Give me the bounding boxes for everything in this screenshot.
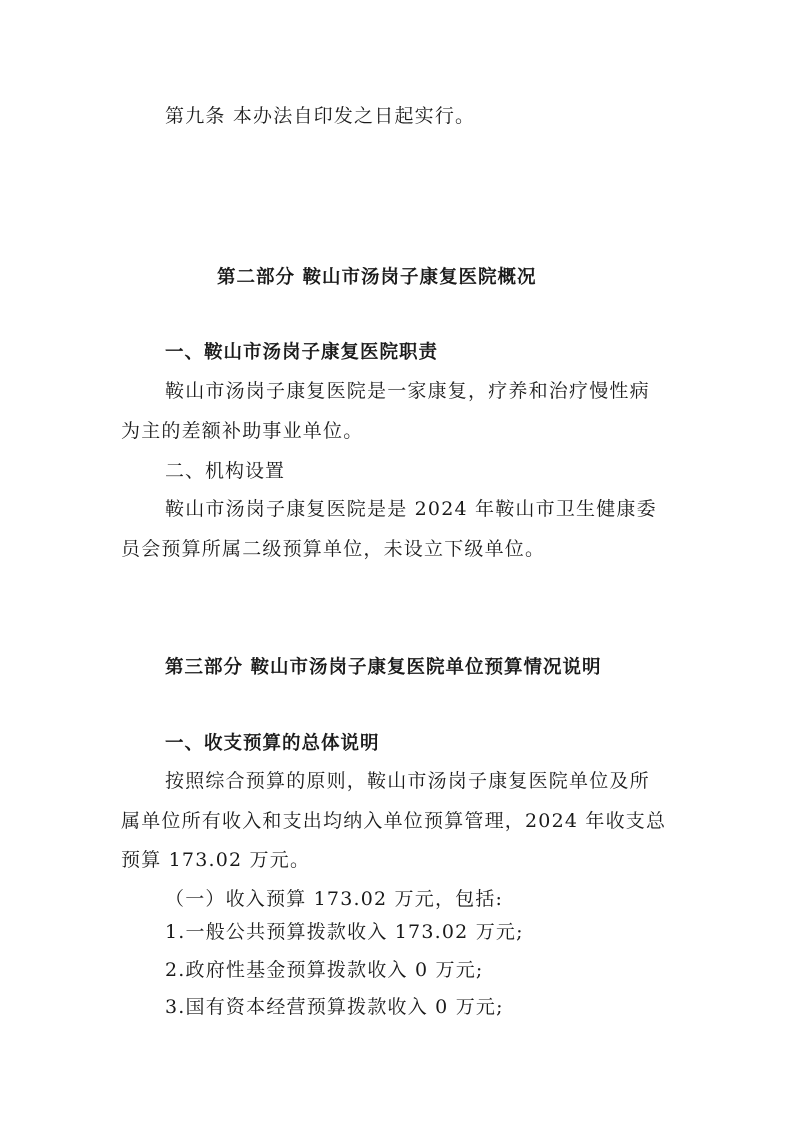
overview-line-3: 预算 173.02 万元。 <box>121 849 311 871</box>
part3-title: 第三部分 鞍山市汤岗子康复医院单位预算情况说明 <box>165 657 602 678</box>
org-line-2: 员会预算所属二级预算单位，未设立下级单位。 <box>121 538 546 560</box>
income-item-2: 2.政府性基金预算拨款收入 0 万元; <box>165 959 484 981</box>
income-item-3: 3.国有资本经营预算拨款收入 0 万元; <box>165 996 504 1018</box>
income-item-1: 1.一般公共预算拨款收入 173.02 万元; <box>165 921 524 943</box>
article-nine: 第九条 本办法自印发之日起实行。 <box>165 105 476 127</box>
overview-heading: 一、收支预算的总体说明 <box>165 733 380 754</box>
duties-heading: 一、鞍山市汤岗子康复医院职责 <box>165 342 439 363</box>
org-heading: 二、机构设置 <box>165 460 286 482</box>
income-budget-line: （一）收入预算 173.02 万元，包括: <box>165 888 504 910</box>
part2-title: 第二部分 鞍山市汤岗子康复医院概况 <box>217 267 537 288</box>
duties-line-1: 鞍山市汤岗子康复医院是一家康复，疗养和治疗慢性病 <box>165 380 650 402</box>
overview-line-1: 按照综合预算的原则，鞍山市汤岗子康复医院单位及所 <box>165 770 650 792</box>
overview-line-2: 属单位所有收入和支出均纳入单位预算管理，2024 年收支总 <box>121 810 667 832</box>
duties-line-2: 为主的差额补助事业单位。 <box>121 420 364 442</box>
org-line-1: 鞍山市汤岗子康复医院是是 2024 年鞍山市卫生健康委 <box>165 498 657 520</box>
